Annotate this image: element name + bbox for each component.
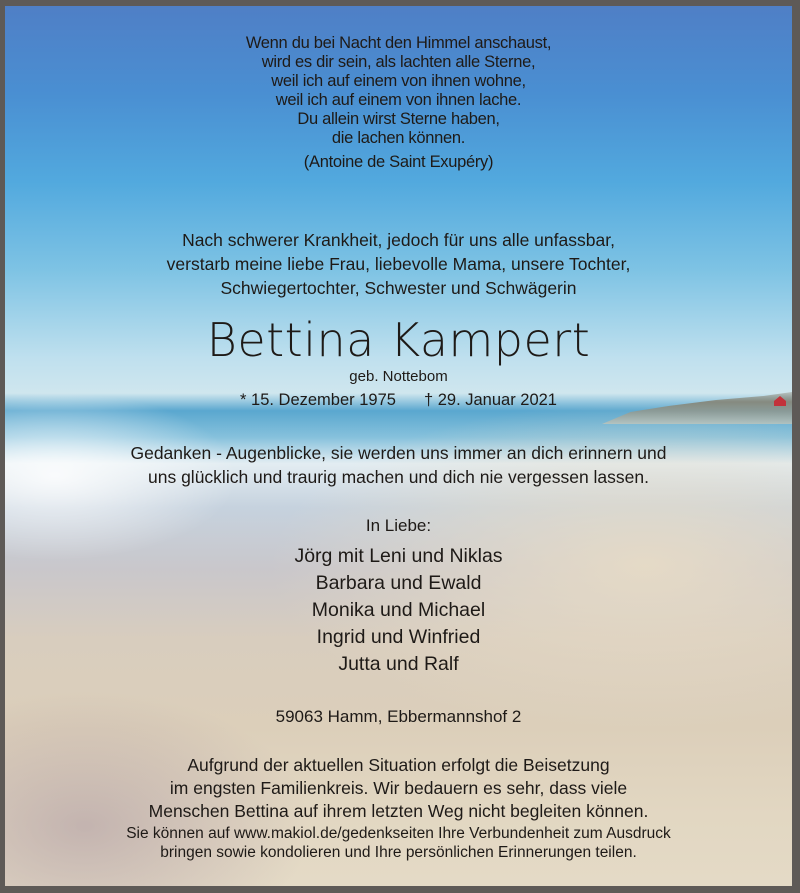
mourners-heading: In Liebe: — [365, 516, 432, 535]
life-dates — [5, 389, 792, 411]
death-date: † 29. Januar 2021 — [423, 391, 557, 409]
online-line: Sie können auf www.makiol.de/gedenkseiten Ihre Verbundenheit zum Ausdruck — [126, 825, 671, 842]
burial-notice — [5, 754, 792, 823]
mourner-name: Barbara und Ewald — [315, 572, 482, 594]
quote-line: weil ich auf einem von ihnen lache. — [275, 91, 522, 109]
quote-line: weil ich auf einem von ihnen wohne, — [271, 72, 526, 90]
deceased-name: Bettina Kampert — [206, 313, 591, 367]
birth-name: geb. Nottebom — [349, 368, 448, 385]
intro-text — [5, 228, 792, 300]
intro-line: Nach schwerer Krankheit, jedoch für uns alle unfassbar, — [182, 230, 615, 250]
notice-line: im engsten Familienkreis. Wir bedauern es sehr, dass viele — [169, 778, 628, 798]
birth-date: * 15. Dezember 1975 — [240, 391, 396, 409]
quote-author: (Antoine de Saint Exupéry) — [303, 153, 494, 171]
mourner-name: Jörg mit Leni und Niklas — [294, 545, 503, 567]
mourners-list — [5, 543, 792, 678]
online-condolence-note — [5, 824, 792, 862]
quote-line: Du allein wirst Sterne haben, — [297, 110, 500, 128]
notice-line: Menschen Bettina auf ihrem letzten Weg nicht begleiten können. — [148, 801, 649, 821]
notice-line: Aufgrund der aktuellen Situation erfolgt die Beisetzung — [187, 755, 610, 775]
intro-line: verstarb meine liebe Frau, liebevolle Mama, unsere Tochter, — [166, 254, 631, 274]
thoughts-line: uns glücklich und traurig machen und dich nie vergessen lassen. — [148, 467, 649, 487]
online-line: bringen sowie kondolieren und Ihre persönlichen Erinnerungen teilen. — [160, 844, 637, 861]
mourner-name: Ingrid und Winfried — [316, 626, 481, 648]
thoughts-text — [5, 441, 792, 489]
mourner-name: Monika und Michael — [311, 599, 486, 621]
obituary-card — [5, 6, 792, 886]
mourner-name: Jutta und Ralf — [338, 653, 459, 675]
quote-line: die lachen können. — [331, 129, 466, 147]
quote-line: wird es dir sein, als lachten alle Sterne, — [261, 53, 536, 71]
intro-line: Schwiegertochter, Schwester und Schwägerin — [220, 278, 577, 298]
family-address: 59063 Hamm, Ebbermannshof 2 — [275, 707, 522, 726]
quote-line: Wenn du bei Nacht den Himmel anschaust, — [245, 34, 552, 52]
thoughts-line: Gedanken - Augenblicke, sie werden uns immer an dich erinnern und — [130, 443, 667, 463]
poem-quote — [5, 34, 792, 172]
